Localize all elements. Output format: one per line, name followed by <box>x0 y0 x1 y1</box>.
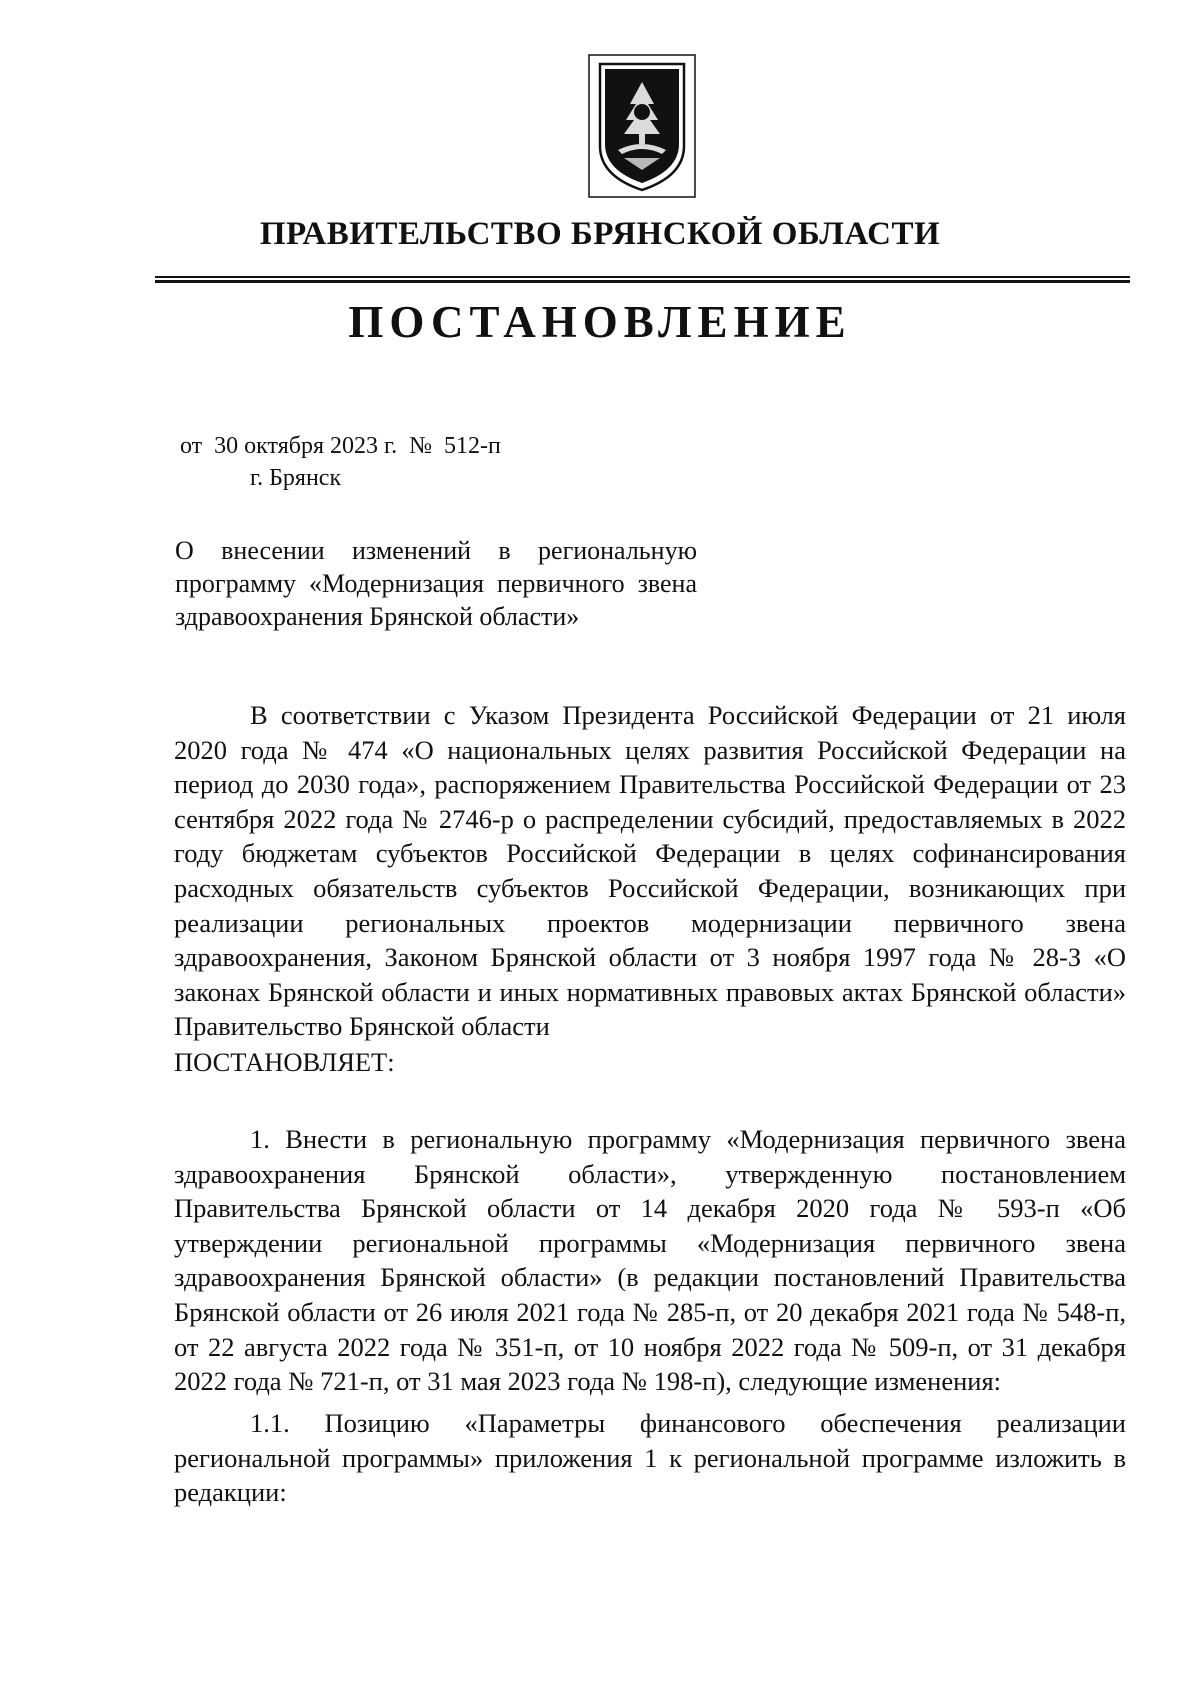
document-date-number: от 30 октября 2023 г. № 512-п <box>180 433 501 459</box>
document-type-title: ПОСТАНОВЛЕНИЕ <box>348 297 852 347</box>
organization-title: ПРАВИТЕЛЬСТВО БРЯНСКОЙ ОБЛАСТИ <box>259 216 941 252</box>
document-subject: О внесении изменений в региональную программу «Модернизация первичного звена здравоохранения Брянской области» <box>175 536 697 631</box>
item-1-1-paragraph: 1.1. Позицию «Параметры финансового обеспечения реализации региональной программы» приложения 1 к региональной программе изложить в редакции: <box>174 1408 1126 1508</box>
decree-word: ПОСТАНОВЛЯЕТ: <box>174 1047 395 1077</box>
preamble-paragraph: В соответствии с Указом Президента Российской Федерации от 21 июля 2020 года № 474 «О национальных целях развития Российской Федерации на период до 2030 года», распоряжением Правительства Российской Федерации от 23 сентября 2022 года № 2746-р о распределении субсидий, предоставляемых в 2022 году бюджетам субъектов Российской Федерации в целях софинансирования расходных обязательств субъектов Российской Федерации, возникающих при реализации региональных проектов модернизации первичного звена здравоохранения, Законом Брянской области от 3 ноября 1997 года № 28-З «О законах Брянской области и иных нормативных правовых актах Брянской области» Правительство Брянской области <box>174 700 1126 1042</box>
header-divider <box>155 276 1130 284</box>
item-1-paragraph: 1. Внести в региональную программу «Модернизация первичного звена здравоохранения Брянской области», утвержденную постановлением Правительства Брянской области от 14 декабря 2020 года № 593-п «Об утверждении региональной программы «Модернизация первичного звена здравоохранения Брянской области» (в редакции постановлений Правительства Брянской области от 26 июля 2021 года № 285-п, от 20 декабря 2021 года № 548-п, от 22 августа 2022 года № 351-п, от 10 ноября 2022 года № 509-п, от 31 декабря 2022 года № 721-п, от 31 мая 2023 года № 198-п), следующие изменения: <box>174 1124 1126 1397</box>
coat-of-arms-emblem <box>588 54 696 198</box>
document-city: г. Брянск <box>250 465 342 491</box>
